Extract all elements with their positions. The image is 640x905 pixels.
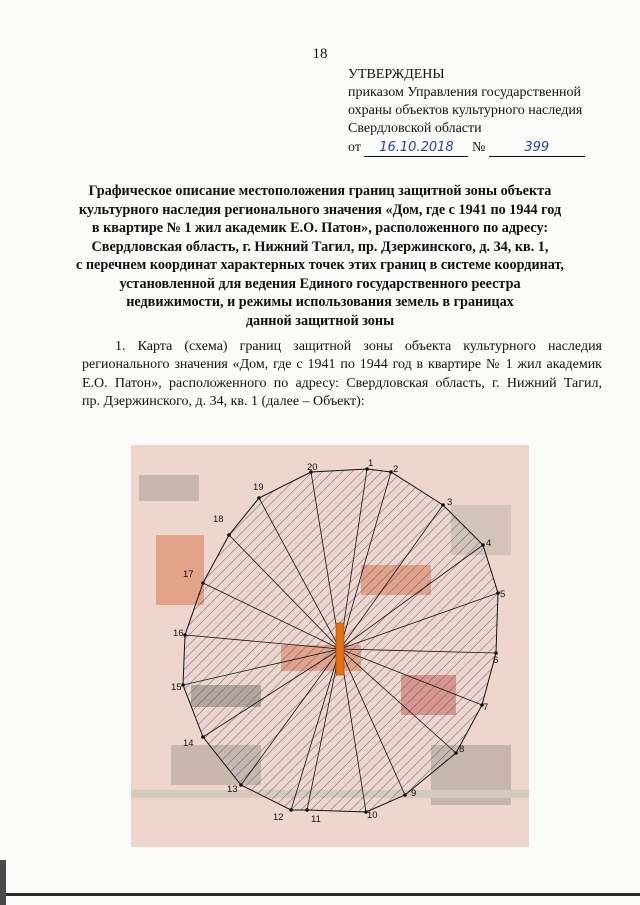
point-label: 13 <box>227 784 238 795</box>
zone-map <box>131 445 529 847</box>
paragraph-line: пр. Дзержинского, д. 34, кв. 1 (далее – Объект): <box>82 393 365 409</box>
title-line: недвижимости, и режимы использования земель в границах <box>126 294 514 310</box>
building <box>156 535 204 605</box>
approval-date-line <box>348 139 585 157</box>
title-line: в квартире № 1 жил академик Е.О. Патон», расположенного по адресу: <box>91 220 549 236</box>
point-label: 10 <box>367 810 378 821</box>
building <box>139 475 199 501</box>
approval-heading: УТВЕРЖДЕНЫ <box>348 67 445 82</box>
boundary-vertex <box>257 496 261 500</box>
point-label: 2 <box>393 464 399 475</box>
point-label: 7 <box>483 702 489 713</box>
approval-line-3: Свердловской области <box>348 121 482 136</box>
boundary-vertex <box>227 533 231 537</box>
paragraph-1 <box>82 338 602 411</box>
boundary-vertex <box>201 735 205 739</box>
boundary-vertex <box>454 751 458 755</box>
point-label: 17 <box>183 569 194 580</box>
date-value: 16.10.2018 <box>364 140 468 157</box>
title-line: культурного наследия регионального значения «Дом, где с 1941 по 1944 год <box>78 201 562 218</box>
number-value: 399 <box>489 140 585 157</box>
point-label: 20 <box>307 462 318 473</box>
point-label: 19 <box>253 482 264 493</box>
point-label: 8 <box>459 744 465 755</box>
point-label: 1 <box>368 458 374 469</box>
boundary-vertex <box>181 683 185 687</box>
boundary-vertex <box>239 783 243 787</box>
point-label: 14 <box>183 738 194 749</box>
scan-left-edge <box>0 860 6 905</box>
point-label: 3 <box>447 497 453 508</box>
point-label: 16 <box>173 628 184 639</box>
boundary-vertex <box>481 543 485 547</box>
point-label: 4 <box>486 538 492 549</box>
point-label: 12 <box>273 812 284 823</box>
paragraph-line: 1. Карта (схема) границ защитной зоны объекта культурного наследия <box>115 339 602 354</box>
paragraph-line: регионального значения «Дом, где с 1941 по 1944 год в квартире № 1 жил академик <box>82 357 602 373</box>
boundary-vertex <box>403 793 407 797</box>
document-title <box>40 182 600 330</box>
point-label: 11 <box>311 814 321 825</box>
point-label: 15 <box>171 682 182 693</box>
boundary-vertex <box>289 808 293 812</box>
point-label: 6 <box>493 655 499 666</box>
point-label: 18 <box>213 514 224 525</box>
point-label: 5 <box>500 589 506 600</box>
paragraph-line: Е.О. Патон», расположенного по адресу: Свердловская область, г. Нижний Тагил, <box>82 375 602 391</box>
object-footprint <box>336 623 344 675</box>
title-line: с перечнем координат характерных точек этих границ в системе координат, <box>76 257 564 273</box>
boundary-vertex <box>441 503 445 507</box>
title-line: Графическое описание местоположения границ защитной зоны объекта <box>88 183 552 199</box>
boundary-vertex <box>201 581 205 585</box>
boundary-vertex <box>305 808 309 812</box>
zone-map-svg <box>131 445 529 847</box>
point-label: 9 <box>411 788 417 799</box>
approval-line-2: охраны объектов культурного наследия <box>348 103 583 118</box>
date-prefix: от <box>348 140 361 155</box>
boundary-vertex <box>183 633 187 637</box>
scan-bottom-edge <box>0 893 640 896</box>
page-number: 18 <box>312 46 328 62</box>
number-prefix: № <box>471 140 486 155</box>
title-line: данной защитной зоны <box>245 312 395 329</box>
title-line: Свердловская область, г. Нижний Тагил, пр. Дзержинского, д. 34, кв. 1, <box>91 238 549 255</box>
approval-line-1: приказом Управления государственной <box>348 85 582 100</box>
title-line: установленной для ведения Единого государственного реестра <box>119 275 521 292</box>
